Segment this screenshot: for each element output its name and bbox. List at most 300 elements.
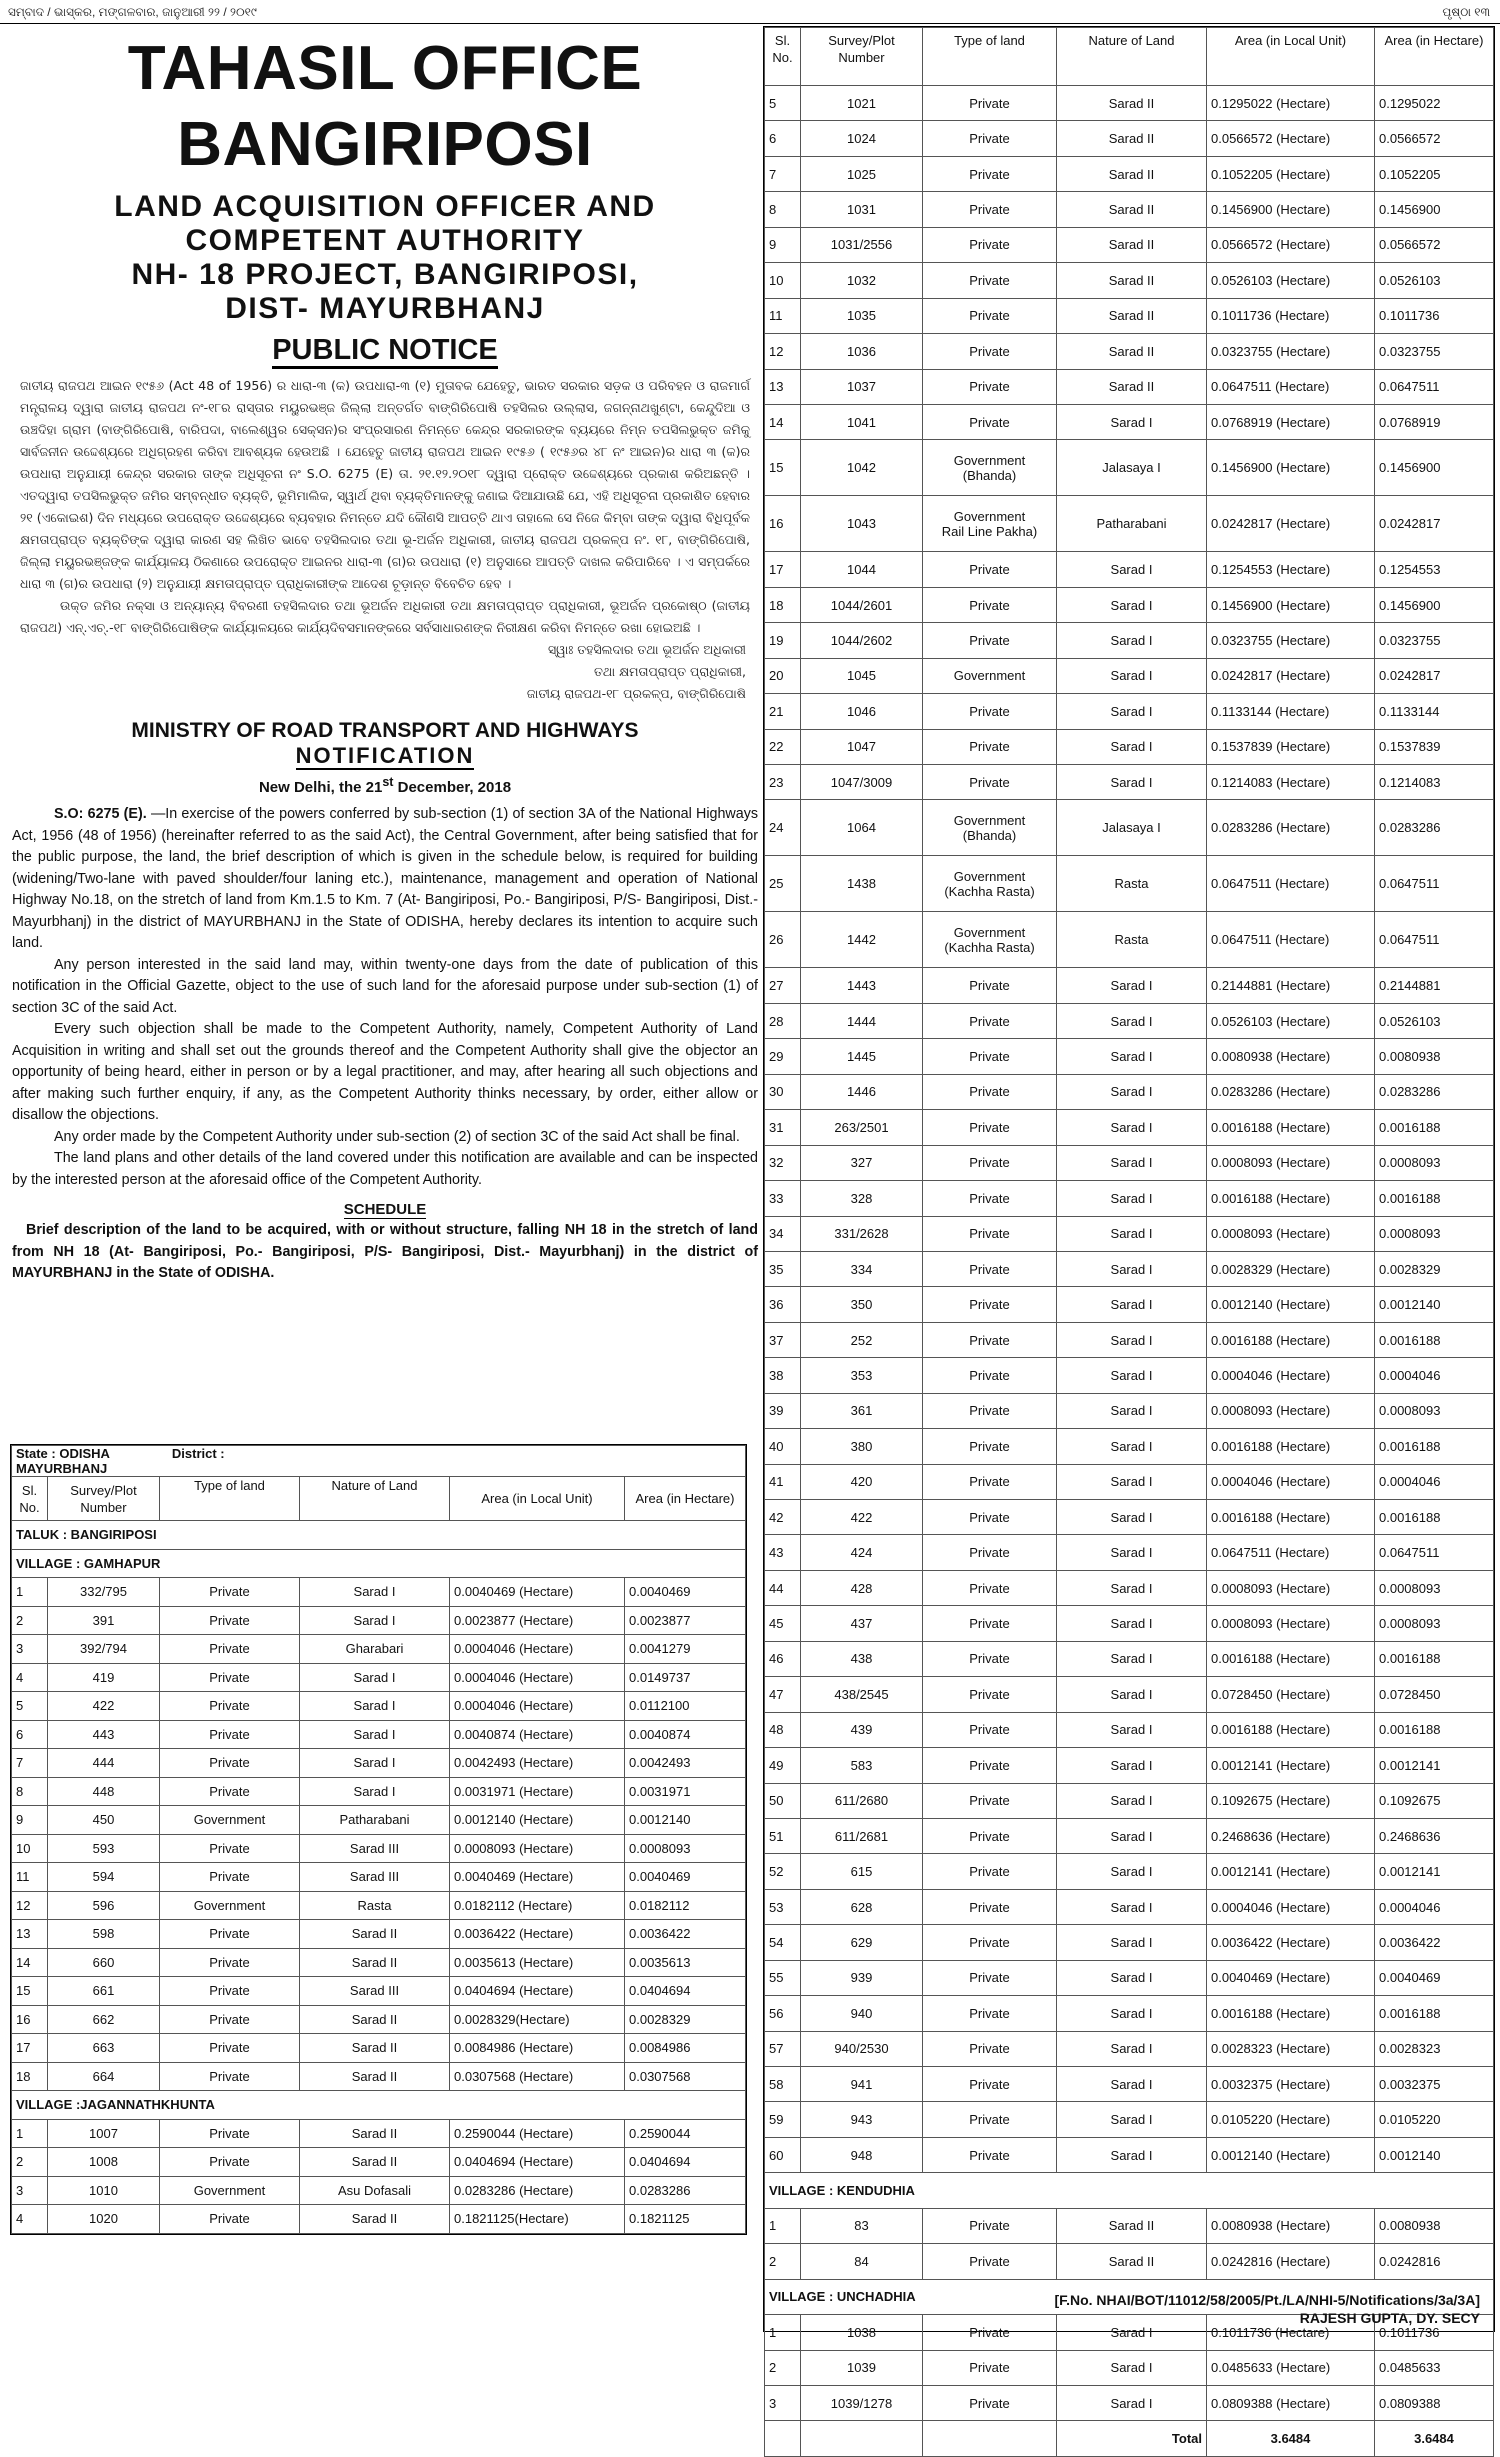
type-cell: Private <box>923 1464 1057 1499</box>
type-cell: Private <box>160 1777 300 1806</box>
area-hectare-cell: 0.0016188 <box>1375 1322 1494 1357</box>
survey-cell: 1021 <box>801 86 923 121</box>
table-row <box>765 2385 1494 2420</box>
type-cell: Government Rail Line Pakha) <box>923 496 1057 552</box>
taluk-row <box>12 1521 746 1550</box>
area-local-cell: 0.0566572 (Hectare) <box>1207 227 1375 262</box>
type-cell: Private <box>923 765 1057 800</box>
type-cell: Private <box>160 1606 300 1635</box>
survey-cell: 419 <box>48 1663 160 1692</box>
area-hectare-cell: 0.1214083 <box>1375 765 1494 800</box>
nature-cell: Sarad I <box>300 1749 450 1778</box>
survey-cell: 1031 <box>801 192 923 227</box>
sl-cell: 34 <box>765 1216 801 1251</box>
area-hectare-cell: 0.0042493 <box>625 1749 746 1778</box>
nature-cell: Sarad III <box>300 1834 450 1863</box>
sl-cell: 46 <box>765 1641 801 1676</box>
area-local-cell: 0.0182112 (Hectare) <box>450 1891 625 1920</box>
survey-cell: 1044/2601 <box>801 587 923 622</box>
nature-cell: Sarad I <box>300 1606 450 1635</box>
area-hectare-cell: 0.0283286 <box>625 2176 746 2205</box>
table-row <box>765 1393 1494 1428</box>
table-row <box>765 1429 1494 1464</box>
area-hectare-cell: 0.0016188 <box>1375 1429 1494 1464</box>
col-area-hectare: Area (in Hectare) <box>625 1477 746 1521</box>
sl-cell: 15 <box>765 440 801 496</box>
survey-cell: 84 <box>801 2244 923 2279</box>
area-local-cell: 0.0008093 (Hectare) <box>1207 1216 1375 1251</box>
nature-cell: Sarad I <box>1057 1783 1207 1818</box>
area-hectare-cell: 0.0040874 <box>625 1720 746 1749</box>
area-hectare-cell: 0.0647511 <box>1375 1535 1494 1570</box>
sl-cell: 4 <box>12 2205 48 2234</box>
village-kendudhia-label: VILLAGE : KENDUDHIA <box>765 2173 1494 2208</box>
office-title-line2: BANGIRIPOSI <box>177 110 593 179</box>
survey-cell: 1038 <box>801 2315 923 2350</box>
table-row <box>765 1287 1494 1322</box>
nature-cell: Sarad II <box>1057 263 1207 298</box>
sl-cell: 1 <box>12 2119 48 2148</box>
table-row <box>765 334 1494 369</box>
nature-cell: Sarad I <box>1057 1712 1207 1747</box>
sl-cell: 17 <box>765 552 801 587</box>
survey-cell: 361 <box>801 1393 923 1428</box>
sl-cell: 30 <box>765 1074 801 1109</box>
table-row <box>765 1889 1494 1924</box>
area-local-cell: 0.0485633 (Hectare) <box>1207 2350 1375 2385</box>
table-row <box>765 912 1494 968</box>
sl-cell: 12 <box>12 1891 48 1920</box>
survey-cell: 660 <box>48 1948 160 1977</box>
area-hectare-cell: 0.0112100 <box>625 1692 746 1721</box>
area-local-cell: 0.0404694 (Hectare) <box>450 2148 625 2177</box>
area-hectare-cell: 0.0728450 <box>1375 1677 1494 1712</box>
type-cell: Private <box>160 1948 300 1977</box>
sl-cell: 20 <box>765 658 801 693</box>
table-row <box>765 1216 1494 1251</box>
survey-cell: 1008 <box>48 2148 160 2177</box>
area-local-cell: 0.0016188 (Hectare) <box>1207 1429 1375 1464</box>
area-hectare-cell: 0.0036422 <box>625 1920 746 1949</box>
public-notice-heading <box>10 334 760 367</box>
area-local-cell: 0.0323755 (Hectare) <box>1207 334 1375 369</box>
table-row <box>765 227 1494 262</box>
sl-cell: 27 <box>765 968 801 1003</box>
sl-cell: 49 <box>765 1748 801 1783</box>
table-row <box>765 729 1494 764</box>
survey-cell: 450 <box>48 1806 160 1835</box>
type-cell: Government <box>160 2176 300 2205</box>
type-cell: Government (Kachha Rasta) <box>923 912 1057 968</box>
sl-cell: 45 <box>765 1606 801 1641</box>
table-row <box>765 1748 1494 1783</box>
survey-cell: 334 <box>801 1251 923 1286</box>
table-row <box>12 1834 746 1863</box>
total-local: 3.6484 <box>1207 2421 1375 2456</box>
r-col-survey: Survey/Plot Number <box>801 28 923 86</box>
area-hectare-cell: 0.0080938 <box>1375 1039 1494 1074</box>
survey-cell: 1035 <box>801 298 923 333</box>
survey-cell: 1446 <box>801 1074 923 1109</box>
col-sl: Sl. No. <box>12 1477 48 1521</box>
type-cell: Private <box>923 1748 1057 1783</box>
area-local-cell: 0.0307568 (Hectare) <box>450 2062 625 2091</box>
table-row <box>765 1712 1494 1747</box>
survey-cell: 943 <box>801 2102 923 2137</box>
nature-cell: Sarad II <box>300 2205 450 2234</box>
table-row <box>765 1145 1494 1180</box>
area-hectare-cell: 0.0016188 <box>1375 1110 1494 1145</box>
type-cell: Private <box>923 1535 1057 1570</box>
area-hectare-cell: 0.0404694 <box>625 1977 746 2006</box>
table-row <box>12 2148 746 2177</box>
public-notice-text: PUBLIC NOTICE <box>272 334 498 369</box>
survey-cell: 1047 <box>801 729 923 764</box>
area-hectare-cell: 0.0526103 <box>1375 263 1494 298</box>
nature-cell: Patharabani <box>300 1806 450 1835</box>
col-nature: Nature of Land <box>300 1477 450 1521</box>
sl-cell: 22 <box>765 729 801 764</box>
table-row <box>12 1806 746 1835</box>
subtitle-line3: NH- 18 PROJECT, BANGIRIPOSI, <box>131 258 639 291</box>
table-row <box>12 1578 746 1607</box>
nature-cell: Sarad III <box>300 1977 450 2006</box>
notification-para-4: Any order made by the Competent Authority under sub-section (2) of section 3C of the said Act shall be final. <box>54 1128 740 1145</box>
area-local-cell: 0.0016188 (Hectare) <box>1207 1500 1375 1535</box>
village-gamhapur-label: VILLAGE : GAMHAPUR <box>12 1549 746 1578</box>
sl-cell: 1 <box>765 2208 801 2243</box>
survey-cell: 1444 <box>801 1003 923 1038</box>
survey-cell: 1039 <box>801 2350 923 2385</box>
type-cell: Private <box>923 1074 1057 1109</box>
table-row <box>765 404 1494 439</box>
file-number: [F.No. NHAI/BOT/11012/58/2005/Pt./LA/NHI-5/Notifications/3a/3A] <box>1054 2292 1480 2308</box>
area-local-cell: 0.0283286 (Hectare) <box>1207 1074 1375 1109</box>
area-local-cell: 0.0647511 (Hectare) <box>1207 856 1375 912</box>
table-row <box>765 623 1494 658</box>
type-cell: Private <box>923 552 1057 587</box>
r-col-sl: Sl. No. <box>765 28 801 86</box>
nature-cell: Sarad I <box>1057 1039 1207 1074</box>
area-local-cell: 0.0042493 (Hectare) <box>450 1749 625 1778</box>
area-hectare-cell: 0.0283286 <box>1375 1074 1494 1109</box>
area-hectare-cell: 0.0032375 <box>1375 2067 1494 2102</box>
so-label: S.O: 6275 (E). <box>54 806 147 822</box>
table-row <box>12 2005 746 2034</box>
schedule-heading <box>10 1201 760 1218</box>
area-local-cell: 0.0526103 (Hectare) <box>1207 1003 1375 1038</box>
type-cell: Private <box>923 1181 1057 1216</box>
area-local-cell: 0.0004046 (Hectare) <box>1207 1464 1375 1499</box>
area-local-cell: 0.1092675 (Hectare) <box>1207 1783 1375 1818</box>
area-hectare-cell: 0.0809388 <box>1375 2385 1494 2420</box>
area-hectare-cell: 0.0149737 <box>625 1663 746 1692</box>
survey-cell: 1045 <box>801 658 923 693</box>
sl-cell: 19 <box>765 623 801 658</box>
area-hectare-cell: 0.1254553 <box>1375 552 1494 587</box>
table-row <box>12 1920 746 1949</box>
area-hectare-cell: 0.1295022 <box>1375 86 1494 121</box>
survey-cell: 662 <box>48 2005 160 2034</box>
subtitle-line4: DIST- MAYURBHANJ <box>225 292 545 325</box>
survey-cell: 391 <box>48 1606 160 1635</box>
area-hectare-cell: 0.0004046 <box>1375 1464 1494 1499</box>
nature-cell: Sarad II <box>1057 298 1207 333</box>
survey-cell: 1031/2556 <box>801 227 923 262</box>
area-local-cell: 0.0008093 (Hectare) <box>1207 1606 1375 1641</box>
odia-signature-3: ଜାତୀୟ ରାଜପଥ-୧୮ ପ୍ରକଳ୍ପ, ବାଙ୍ଗିରିପୋଷି <box>526 686 746 701</box>
nature-cell: Sarad I <box>1057 1464 1207 1499</box>
type-cell: Private <box>160 2205 300 2234</box>
table-row <box>765 156 1494 191</box>
area-local-cell: 0.0004046 (Hectare) <box>450 1635 625 1664</box>
nature-cell: Sarad I <box>1057 1074 1207 1109</box>
type-cell: Private <box>923 2031 1057 2066</box>
sl-cell: 3 <box>12 2176 48 2205</box>
left-column <box>10 26 760 2332</box>
village-unchadhia-label: VILLAGE : UNCHADHIA <box>765 2279 1494 2314</box>
nature-cell: Sarad I <box>300 1692 450 1721</box>
r-col-nature: Nature of Land <box>1057 28 1207 86</box>
area-local-cell: 0.0016188 (Hectare) <box>1207 1322 1375 1357</box>
sl-cell: 36 <box>765 1287 801 1322</box>
area-hectare-cell: 0.0566572 <box>1375 121 1494 156</box>
type-cell: Private <box>923 968 1057 1003</box>
state-cell <box>12 1446 300 1477</box>
nature-cell: Sarad II <box>300 2034 450 2063</box>
area-hectare-cell: 0.0242817 <box>1375 658 1494 693</box>
area-hectare-cell: 0.0008093 <box>1375 1606 1494 1641</box>
type-cell: Private <box>923 263 1057 298</box>
area-hectare-cell: 0.0016188 <box>1375 1712 1494 1747</box>
table-row <box>765 1677 1494 1712</box>
nature-cell: Sarad I <box>1057 587 1207 622</box>
sl-cell: 13 <box>12 1920 48 1949</box>
nature-cell: Sarad I <box>1057 1500 1207 1535</box>
sl-cell: 9 <box>765 227 801 262</box>
nature-cell: Jalasaya I <box>1057 800 1207 856</box>
sl-cell: 5 <box>765 86 801 121</box>
area-local-cell: 0.0004046 (Hectare) <box>450 1692 625 1721</box>
survey-cell: 1041 <box>801 404 923 439</box>
schedule-text: SCHEDULE <box>343 1201 427 1218</box>
nature-cell: Sarad II <box>1057 121 1207 156</box>
area-local-cell: 0.1214083 (Hectare) <box>1207 765 1375 800</box>
sl-cell: 52 <box>765 1854 801 1889</box>
area-hectare-cell: 0.1456900 <box>1375 192 1494 227</box>
village-kendudhia-row <box>765 2173 1494 2208</box>
area-hectare-cell: 0.1456900 <box>1375 587 1494 622</box>
schedule-brief: Brief description of the land to be acquired, with or without structure, falling NH 18 in the stretch of land from NH 18 (At- Bangiriposi, Po.- Bangiriposi, P/S- Bangiriposi, Dist.- Mayurbhanj) in the district of MAYURBHANJ in the State of ODISHA. <box>12 1222 758 1281</box>
type-cell: Private <box>923 1500 1057 1535</box>
area-hectare-cell: 0.0768919 <box>1375 404 1494 439</box>
nature-cell: Jalasaya I <box>1057 440 1207 496</box>
nature-cell: Sarad I <box>1057 1358 1207 1393</box>
survey-cell: 1032 <box>801 263 923 298</box>
area-local-cell: 0.1052205 (Hectare) <box>1207 156 1375 191</box>
signatory: RAJESH GUPTA, DY. SECY <box>1299 2310 1480 2326</box>
type-cell: Private <box>923 1854 1057 1889</box>
type-cell: Private <box>923 1322 1057 1357</box>
nature-cell: Sarad I <box>1057 1925 1207 1960</box>
survey-cell: 1064 <box>801 800 923 856</box>
type-cell: Private <box>923 1287 1057 1322</box>
subtitle-line2: COMPETENT AUTHORITY <box>185 224 585 257</box>
nature-cell: Rasta <box>1057 856 1207 912</box>
type-cell: Private <box>923 1712 1057 1747</box>
sl-cell: 2 <box>765 2350 801 2385</box>
area-hectare-cell: 0.0012140 <box>1375 2137 1494 2172</box>
sl-cell: 57 <box>765 2031 801 2066</box>
sl-cell: 47 <box>765 1677 801 1712</box>
area-hectare-cell: 0.0023877 <box>625 1606 746 1635</box>
nature-cell: Sarad I <box>1057 2350 1207 2385</box>
sl-cell: 8 <box>12 1777 48 1806</box>
type-cell: Government (Bhanda) <box>923 800 1057 856</box>
area-hectare-cell: 0.0004046 <box>1375 1889 1494 1924</box>
survey-cell: 331/2628 <box>801 1216 923 1251</box>
sl-cell: 56 <box>765 1996 801 2031</box>
area-hectare-cell: 0.2590044 <box>625 2119 746 2148</box>
area-hectare-cell: 0.0036422 <box>1375 1925 1494 1960</box>
table-row <box>12 2034 746 2063</box>
table-row <box>765 1996 1494 2031</box>
type-cell: Private <box>923 2315 1057 2350</box>
left-table-header <box>12 1477 746 1521</box>
survey-cell: 422 <box>801 1500 923 1535</box>
table-row <box>765 192 1494 227</box>
survey-cell: 661 <box>48 1977 160 2006</box>
survey-cell: 611/2680 <box>801 1783 923 1818</box>
survey-cell: 263/2501 <box>801 1110 923 1145</box>
type-cell: Private <box>923 404 1057 439</box>
nature-cell: Sarad I <box>1057 1641 1207 1676</box>
sl-cell: 18 <box>765 587 801 622</box>
area-local-cell: 0.2144881 (Hectare) <box>1207 968 1375 1003</box>
survey-cell: 628 <box>801 1889 923 1924</box>
area-hectare-cell: 0.1092675 <box>1375 1783 1494 1818</box>
nature-cell: Sarad I <box>1057 1110 1207 1145</box>
survey-cell: 392/794 <box>48 1635 160 1664</box>
nature-cell: Sarad I <box>1057 1535 1207 1570</box>
notification-para-3: Every such objection shall be made to the Competent Authority, namely, Competent Authority of Land Acquisition in writing and shall set out the grounds thereof and the Competent Authority shall give the objector an opportunity of being heard, either in person or by a legal practitioner, and may, after hearing all such objections and after making such further enquiry, if any, as the Competent Authority thinks necessary, by order, either allow or disallow the objections. <box>12 1021 758 1123</box>
area-hectare-cell: 0.0028323 <box>1375 2031 1494 2066</box>
table-row <box>12 1977 746 2006</box>
taluk-label: TALUK : BANGIRIPOSI <box>12 1521 746 1550</box>
nature-cell: Sarad I <box>1057 1996 1207 2031</box>
area-local-cell: 0.0012141 (Hectare) <box>1207 1854 1375 1889</box>
survey-cell: 594 <box>48 1863 160 1892</box>
type-cell: Private <box>160 1977 300 2006</box>
sl-cell: 2 <box>12 2148 48 2177</box>
area-local-cell: 0.1456900 (Hectare) <box>1207 192 1375 227</box>
area-local-cell: 0.1011736 (Hectare) <box>1207 298 1375 333</box>
sl-cell: 26 <box>765 912 801 968</box>
area-hectare-cell: 0.0323755 <box>1375 334 1494 369</box>
sl-cell: 1 <box>765 2315 801 2350</box>
state-district-row <box>12 1446 746 1477</box>
survey-cell: 664 <box>48 2062 160 2091</box>
nature-cell: Sarad I <box>1057 658 1207 693</box>
table-row <box>765 800 1494 856</box>
nature-cell: Sarad II <box>1057 227 1207 262</box>
nature-cell: Gharabari <box>300 1635 450 1664</box>
nature-cell: Sarad I <box>1057 765 1207 800</box>
survey-cell: 940 <box>801 1996 923 2031</box>
sl-cell: 38 <box>765 1358 801 1393</box>
area-local-cell: 0.1011736 (Hectare) <box>1207 2315 1375 2350</box>
sl-cell: 12 <box>765 334 801 369</box>
sl-cell: 28 <box>765 1003 801 1038</box>
nature-cell: Sarad I <box>1057 1889 1207 1924</box>
area-hectare-cell: 0.0526103 <box>1375 1003 1494 1038</box>
header-page-number: ପୃଷ୍ଠା ୧୩ <box>1442 5 1490 19</box>
table-row <box>12 1891 746 1920</box>
area-local-cell: 0.0728450 (Hectare) <box>1207 1677 1375 1712</box>
type-cell: Private <box>923 2137 1057 2172</box>
survey-cell: 448 <box>48 1777 160 1806</box>
type-cell: Private <box>923 729 1057 764</box>
area-hectare-cell: 0.0008093 <box>625 1834 746 1863</box>
survey-cell: 596 <box>48 1891 160 1920</box>
table-row <box>765 86 1494 121</box>
type-cell: Private <box>923 2244 1057 2279</box>
nature-cell: Sarad I <box>1057 1854 1207 1889</box>
table-row <box>765 369 1494 404</box>
table-row <box>12 1749 746 1778</box>
type-cell: Government (Bhanda) <box>923 440 1057 496</box>
type-cell: Private <box>923 1783 1057 1818</box>
subtitle-line1: LAND ACQUISITION OFFICER AND <box>114 190 656 223</box>
survey-cell: 1039/1278 <box>801 2385 923 2420</box>
area-local-cell: 0.0040874 (Hectare) <box>450 1720 625 1749</box>
nature-cell: Sarad II <box>300 1920 450 1949</box>
type-cell: Private <box>160 1920 300 1949</box>
area-local-cell: 0.0008093 (Hectare) <box>1207 1145 1375 1180</box>
table-row <box>765 856 1494 912</box>
area-local-cell: 0.0016188 (Hectare) <box>1207 1181 1375 1216</box>
area-local-cell: 0.0040469 (Hectare) <box>1207 1960 1375 1995</box>
notification-title: NOTIFICATION <box>295 743 475 768</box>
table-row <box>765 1251 1494 1286</box>
table-row <box>12 1663 746 1692</box>
type-cell: Private <box>923 1818 1057 1853</box>
nature-cell: Sarad I <box>1057 1251 1207 1286</box>
table-row <box>765 1074 1494 1109</box>
area-hectare-cell: 0.0016188 <box>1375 1996 1494 2031</box>
table-row <box>12 2062 746 2091</box>
survey-cell: 941 <box>801 2067 923 2102</box>
table-row <box>765 1570 1494 1605</box>
survey-cell: 420 <box>801 1464 923 1499</box>
notification-para-2: Any person interested in the said land may, within twenty-one days from the date of publication of this notification in the Official Gazette, object to the use of such land for the aforesaid purpose under sub-section (1) of section 3C of the said Act. <box>12 956 758 1016</box>
total-empty-cell <box>923 2421 1057 2456</box>
sl-cell: 41 <box>765 1464 801 1499</box>
survey-cell: 1020 <box>48 2205 160 2234</box>
area-hectare-cell: 0.0647511 <box>1375 912 1494 968</box>
left-schedule-table <box>10 1444 747 2235</box>
nature-cell: Sarad II <box>1057 2208 1207 2243</box>
type-cell: Private <box>160 2034 300 2063</box>
total-row <box>765 2421 1494 2456</box>
sl-cell: 16 <box>765 496 801 552</box>
village-jagannathkhunta-row <box>12 2091 746 2120</box>
area-hectare-cell: 0.0012141 <box>1375 1748 1494 1783</box>
nature-cell: Sarad I <box>1057 552 1207 587</box>
type-cell: Private <box>923 1003 1057 1038</box>
type-cell: Private <box>923 369 1057 404</box>
total-label: Total <box>1057 2421 1207 2456</box>
